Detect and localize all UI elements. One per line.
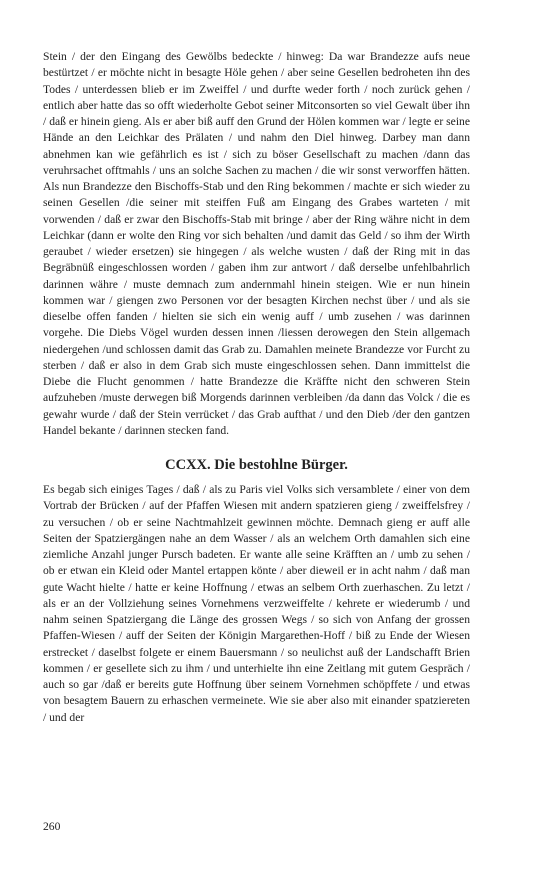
section-heading: CCXX. Die bestohlne Bürger. xyxy=(165,457,348,473)
page-body xyxy=(43,49,470,726)
paragraph-2: Es begab sich einiges Tages / daß / als zu Paris viel Volks sich versamblete / einer von dem Vortrab der Brücken / auf der Pfaffen Wiesen mit andern spatzieren gieng / zweiffelsfrey / zu versuchen / ob er seine Nachtmahlzeit gewinnen möchte. Demnach gieng er auff alle Seiten der Spatziergängen nahe an dem Wasser / als an welchem Orth damahlen sich eine ziemliche Anzahl junger Pursch badeten. Er wante alle seine Kräfften an / umb zu sehen / ob er etwan ein Kleid oder Mantel ertappen könte / aber dieweil er in acht nahm / daß man gute Wacht hielte / hatte er keine Hoffnung / etwas an selbem Orth zuerhaschen. Zu letzt / als er an der Vollziehung seines Vornehmens verzweiffelte / kehrete er wiederumb / und nahm seinen Spatziergang die Länge des grossen Wegs / so sich von Anfang der grossen Pfaffen-Wiesen / auff der Seiten der Königin Margarethen-Hoff / biß zu Ende der Wiesen erstrecket / daselbst folgete er einem Bauersmann / so neulichst auß der Landschafft Brien kommen / er gesellete sich zu ihm / und unterhielte ihn eine Zeitlang mit gutem Gespräch / auch so gar /daß er bereits gute Hoffnung über seinem Vornehmen schöpffete / und etwas von besagtem Bauern zu erhaschen vermeinete. Wie sie aber also mit einander spatziereten / und der xyxy=(43,483,470,724)
paragraph-1: Stein / der den Eingang des Gewölbs bedeckte / hinweg: Da war Brandezze aufs neue bestürtzet / er möchte nicht in besagte Höle gehen / aber seine Gesellen bedroheten ihn des Todes / unterdessen blieb er im Zweiffel / und durfte weder forth / noch zurück gehen / entlich aber hatte das so offt wiederholte Gebot seiner Mitconsorten so viel Gewalt über ihn / daß er hinein gieng. Als er aber biß auff den Grund der Hölen kommen war / legte er seine Hände an den Leichkar des Prälaten / und nahm den Diel hinweg. Darbey man dann abnehmen kan wie gefährlich es ist / sich zu böser Gesellschaft zu machen /dann das veruhrsachet offtmahls / uns an solche Sachen zu machen / die wir sonst verworffen hätten. Als nun Brandezze den Bischoffs-Stab und den Ring bekommen / machte er sich wieder zu seinen Gesellen /die seiner mit steiffen Fuß am Eingang des Grabes warteten / mit vorwenden / daß er zwar den Bischoffs-Stab mit bringe / aber der Ring währe nicht in dem Leichkar (dann er wolte den Ring vor sich behalten /und damit das Geld / so ihm der Wirth geraubet / wieder ersetzen) sie hingegen / als welche wusten / daß der Ring mit in das Begräbnüß eingeschlossen worden / gaben ihm zur antwort / daß derselbe unfehlbahrlich darinnen währe / muste demnach zum andernmahl hinein steigen. Wie er nun hinein kommen war / giengen zwo Personen vor der besagten Kirchen nechst über / und als sie dieselbe offen fanden / hielten sie sich ein wenig auff / umb zusehen / was darinnen vorgehe. Die Diebs Vögel wurden dessen innen /liessen derowegen den Stein allgemach niedergehen /und schlossen damit das Grab zu. Damahlen meinete Brandezze vor Furcht zu sterben / daß er also in dem Grab sich muste eingeschlossen sehen. Dann immittelst die Diebe die Flucht genommen / hatte Brandezze die Kräffte nicht den schweren Stein aufzuheben /muste derwegen biß Morgends darinnen verbleiben /da dann das Volck / die es gewahr wurde / daß der Stein verrücket / das Grab aufthat / und den Dieb /der den gantzen Handel bekante / darinnen stecken fand. xyxy=(43,50,470,437)
page-number: 260 xyxy=(43,820,61,833)
